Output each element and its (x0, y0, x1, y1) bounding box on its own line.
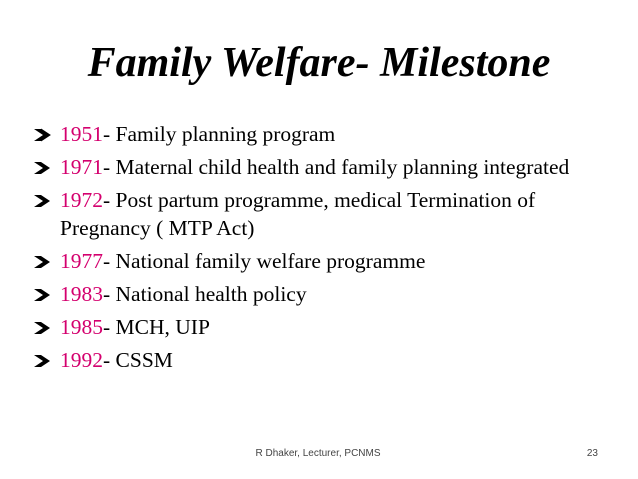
milestone-text: - National family welfare programme (103, 249, 426, 273)
arrow-bullet-icon (33, 160, 51, 176)
page-number: 23 (586, 448, 598, 459)
list-item (32, 280, 602, 308)
list-item (32, 313, 602, 341)
milestone-year: 1977 (60, 249, 103, 273)
milestone-text: - National health policy (103, 282, 307, 306)
milestone-text: - MCH, UIP (103, 315, 210, 339)
milestone-list (32, 120, 602, 379)
milestone-year: 1992 (60, 348, 103, 372)
list-item (32, 346, 602, 374)
list-item (32, 247, 602, 275)
slide-title: Family Welfare- Milestone (87, 40, 551, 86)
milestone-year: 1983 (60, 282, 103, 306)
milestone-text: - Family planning program (103, 122, 336, 146)
arrow-bullet-icon (33, 320, 51, 336)
arrow-bullet-icon (33, 193, 51, 209)
milestone-year: 1951 (60, 122, 103, 146)
milestone-text: - Post partum programme, medical Termination of Pregnancy ( MTP Act) (60, 188, 536, 240)
arrow-bullet-icon (33, 254, 51, 270)
milestone-year: 1972 (60, 188, 103, 212)
milestone-year: 1971 (60, 155, 103, 179)
footer-author: R Dhaker, Lecturer, PCNMS (255, 448, 381, 459)
milestone-text: - Maternal child health and family planning integrated (103, 155, 570, 179)
list-item (32, 153, 602, 181)
arrow-bullet-icon (33, 127, 51, 143)
milestone-text: - CSSM (103, 348, 173, 372)
list-item (32, 186, 602, 242)
arrow-bullet-icon (33, 353, 51, 369)
milestone-year: 1985 (60, 315, 103, 339)
arrow-bullet-icon (33, 287, 51, 303)
list-item (32, 120, 602, 148)
